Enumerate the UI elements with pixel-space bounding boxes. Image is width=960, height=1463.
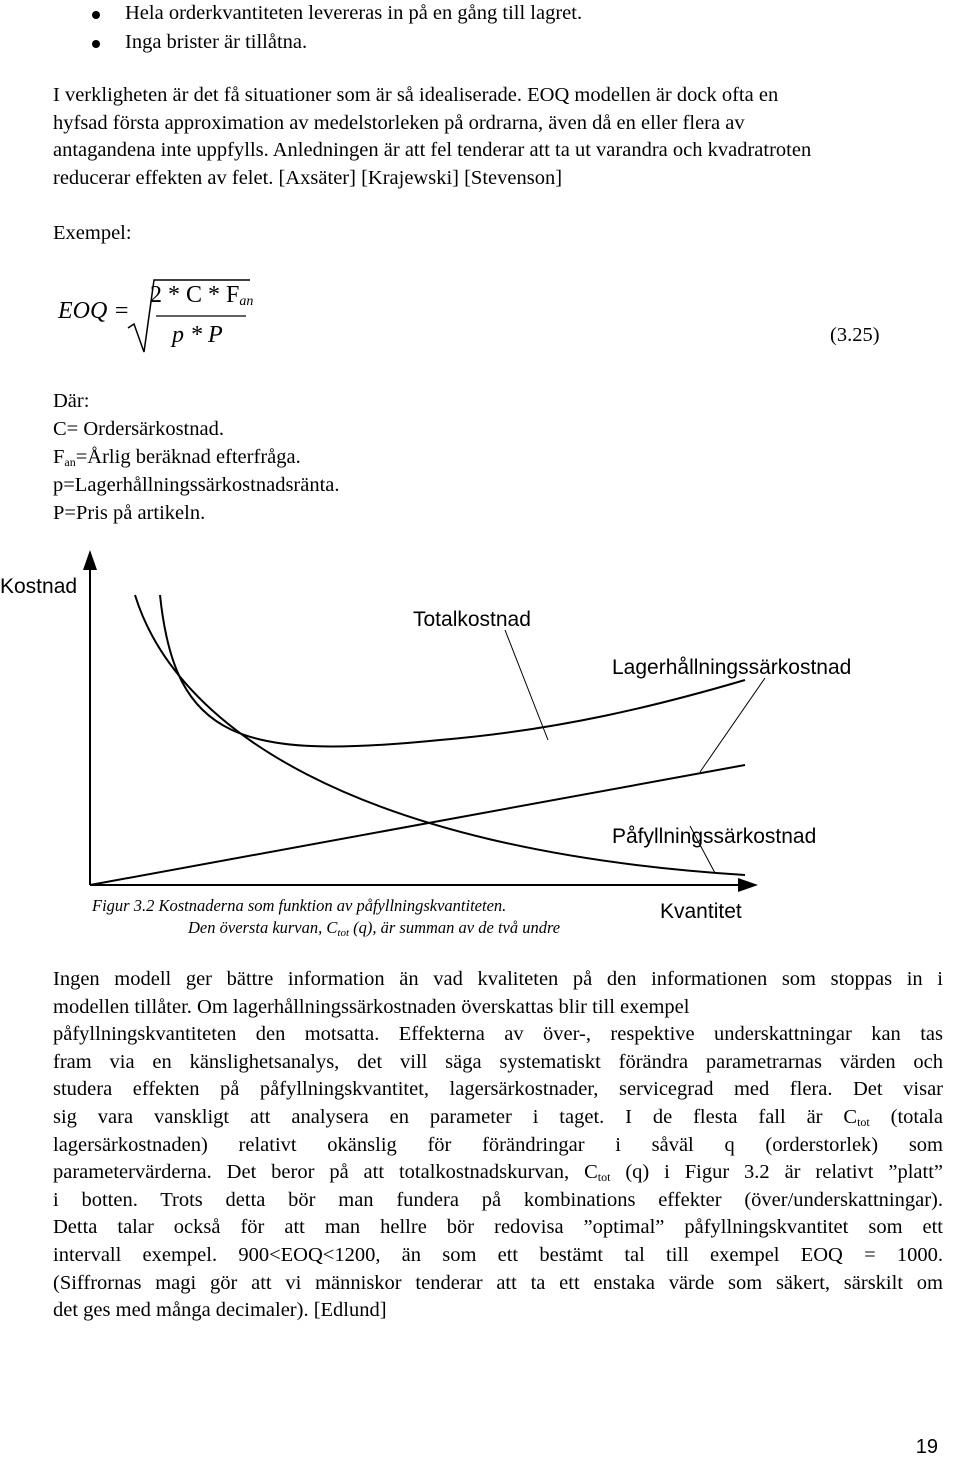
where-heading: Där:	[53, 390, 90, 412]
def-fan: $F_{an}=Årlig$ beräknad efterfråga.	[53, 446, 301, 469]
body-line: lagersärkostnaden) relativt okänslig för förändringar i såväl q (orderstorlek) som	[53, 1133, 943, 1156]
formula-number: (3.25)	[830, 324, 880, 346]
body-line: Ingen modell ger bättre information än vad kvaliteten på den informationen som stoppas in i	[53, 968, 943, 990]
leader-lagerhallning	[700, 678, 765, 772]
body-line: parametervärderna. Det beror på att totalkostnadskurvan, $C_{tot}$ (q) i Figur 3.2 är relativt ”platt”	[53, 1161, 943, 1185]
body-line: (Siffrornas magi gör att vi människor tenderar att ta ett enstaka värde som säkert, särskilt om	[53, 1271, 943, 1294]
bullet-icon	[92, 40, 100, 48]
body-line: sig vara vanskligt att analysera en parameter i taget. I de flesta fall är $C_{tot}$ (totala	[53, 1105, 943, 1129]
body-line: studera effekten på påfyllningskvantitet, lagersärkostnader, servicegrad med flera. Det visar	[53, 1078, 943, 1101]
x-axis-label: Kvantitet	[660, 900, 742, 923]
body-line: det ges med många decimaler). [Edlund]	[53, 1299, 387, 1322]
figure-caption: Figur 3.2 Kostnaderna som funktion av påfyllningskvantiteten.	[92, 896, 507, 915]
body-line: modellen tillåter. Om lagerhållningssärkostnaden överskattas blir till exempel	[53, 995, 690, 1018]
legend-totalkostnad: Totalkostnad	[413, 608, 531, 631]
x-axis-arrow-icon	[738, 878, 758, 892]
body-line: fram via en känslighetsanalys, det vill säga systematiskt förändra parametrarnas värden och	[53, 1050, 943, 1073]
y-axis-arrow-icon	[83, 550, 97, 570]
formula-numerator: 2 * C * $F_{an}$	[150, 282, 254, 309]
body-line: i botten. Trots detta bör man fundera på kombinations effekter (över/underskattningar).	[53, 1188, 943, 1211]
y-axis-label: Kostnad	[0, 575, 78, 598]
formula-denominator: p * P	[172, 322, 223, 348]
page-number: 19	[915, 1436, 938, 1458]
body-line: intervall exempel. 900<EOQ<1200, än som ett bestämt tal till exempel EOQ = 1000.	[53, 1243, 943, 1266]
body-line: Detta talar också för att man hellre bör redovisa ”optimal” påfyllningskvantitet som ett	[53, 1216, 943, 1239]
legend-lagerhallning: Lagerhållningssärkostnad	[612, 656, 852, 679]
def-P: P=Pris på artikeln.	[53, 502, 206, 524]
example-label: Exempel:	[53, 222, 132, 244]
def-p: p=Lagerhållningssärkostnadsränta.	[53, 474, 340, 496]
figure-caption-line2: Den översta kurvan, $C_{tot}$ (q), är summan av de två undre	[188, 918, 561, 939]
body-paragraph	[53, 968, 943, 1327]
intro-paragraph: I verkligheten är det få situationer som är så idealiserade. EOQ modellen är dock ofta en hyfsad första approximation av medelstorleken på ordrarna, även då en eller flera av antagandena inte uppfylls. Anledningen är att fel tenderar att ta ut varandra och kvadratroten reducerar effekten av felet. [Axsäter] [Krajewski] [Stevenson]	[53, 84, 812, 189]
bullet-icon	[92, 11, 100, 19]
body-line: påfyllningskvantiteten den motsatta. Effekterna av över-, respektive underskattningar kan tas	[53, 1023, 943, 1046]
def-c: C= Ordersärkostnad.	[53, 418, 224, 440]
leader-totalkostnad	[505, 630, 548, 740]
formula-lhs: EOQ =	[58, 298, 130, 324]
cost-chart	[0, 540, 960, 950]
legend-pafyllning: Påfyllningssärkostnad	[612, 825, 817, 848]
